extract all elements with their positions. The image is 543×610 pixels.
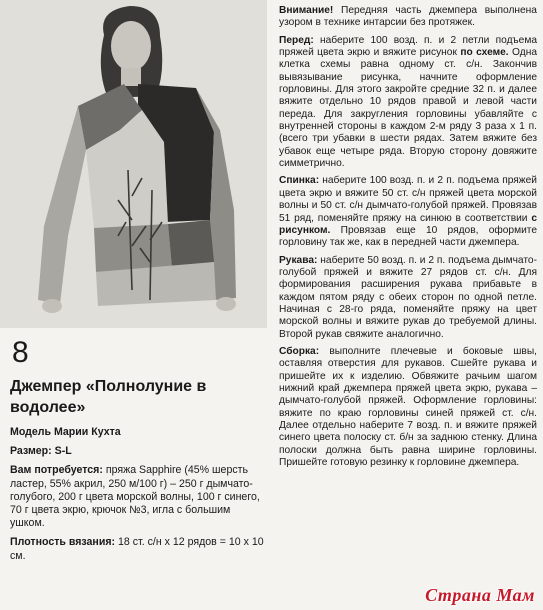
sleeves-text: наберите 50 возд. п. и 2 п. подъема дымчато-голубой пряжей и вяжите 27 рядов ст. с/н. Для формирования расширения рукава прибавьте в каждом пятом ряду с обеих сторон по одной петле. Начиная с 28-го ряда, поменяйте пряжу на цвет морской волны и вяжите рукав до требуемой длины. Второй рукав свяжите аналогично. [279,254,537,340]
assembly-text: выполните плечевые и боковые швы, оставляя отверстия для рукавов. Сшейте рукава и пришейте их к изделию. Обвяжите рачьим шагом нижний край джемпера пряжей цвета экрю, рукава – дымчато-голубой пряжей. Оформление горловины: вяжите по краю горловины синей пряжей ст. с/н. Далее отдельно наберите 7 возд. п. и вяжите пряжей синего цвета полоску ст. б/н за заднюю стенку. Длина полоски должна быть равна ширине горловины. Пришейте готовую резинку к горловине джемпера. [279,345,537,469]
front-text-2: Одна клетка схемы равна одному ст. с/н. Закончив вывязывание рисунка, начните оформление горловины. Для этого закройте средние 32 п. и далее вяжите отдельно 10 рядов правой и левой части переда. Для закругления горловины убавляйте с внутренней стороны в каждом 2-м ряду 3 раза х 1 п. (всего три убавки в шести рядах. Затем вяжите без убавок еще четыре ряда. Вторую сторону довяжите симметрично. [279,47,537,170]
model-author [10,426,265,439]
size-value: S-L [54,445,72,458]
attention-label: Внимание! [279,5,334,16]
back-label: Спинка: [279,175,320,187]
assembly-paragraph [279,346,537,469]
gauge-line [10,536,265,562]
sleeves-label: Рукава: [279,254,318,266]
assembly-label: Сборка: [279,345,320,357]
size-label: Размер: [10,445,52,458]
attention-text: Передняя часть джемпера выполнена узором в технике интарсии без протяжек. [279,5,537,29]
materials-value: пряжа Sapphire (45% шерсть ластер, 55% акрил, 250 м/100 г) – 250 г дымчато-голубого, 200 г цвета морской волны, 100 г синего, 70 г цвета экрю, крючок №3, игла с большим ушком. [10,464,260,530]
pattern-number: 8 [12,336,29,369]
front-paragraph [279,35,537,171]
front-text-1: наберите 100 возд. п. и 2 петли подъема пряжей цвета экрю и вяжите рисунок [279,34,537,59]
back-paragraph [279,175,537,249]
back-text-2: Провязав еще 10 рядов, оформите горловину так же, как в передней части джемпера. [279,224,537,249]
site-watermark: Страна Мам [425,585,535,605]
instructions-column [279,5,537,474]
gauge-value: 18 ст. с/н х 12 рядов = 10 х 10 см. [10,536,264,562]
size-line [10,445,265,458]
sleeves-paragraph [279,255,537,341]
model-author-text: Модель Марии Кухта [10,426,121,438]
materials-label: Вам потребуется: [10,464,103,477]
back-text-1: наберите 100 возд. п. и 2 п. подъема пряжей цвета экрю и вяжите 50 ст. с/н пряжей цвета морской волны и 50 ст. с/н дымчато-голубой пряжей. Провязав 51 ряд, поменяйте пряжу на синюю в соответствии [279,175,537,224]
back-bold: с рисунком. [279,212,537,236]
pattern-title: Джемпер «Полнолуние в водолее» [10,378,207,416]
gauge-label: Плотность вязания: [10,536,116,549]
materials-line [10,464,265,530]
front-bold: по схеме. [460,47,509,59]
pattern-summary [10,336,265,569]
model-photo [0,0,267,328]
front-label: Перед: [279,34,314,46]
model-photo-icon [0,0,267,328]
attention-paragraph [279,5,537,30]
